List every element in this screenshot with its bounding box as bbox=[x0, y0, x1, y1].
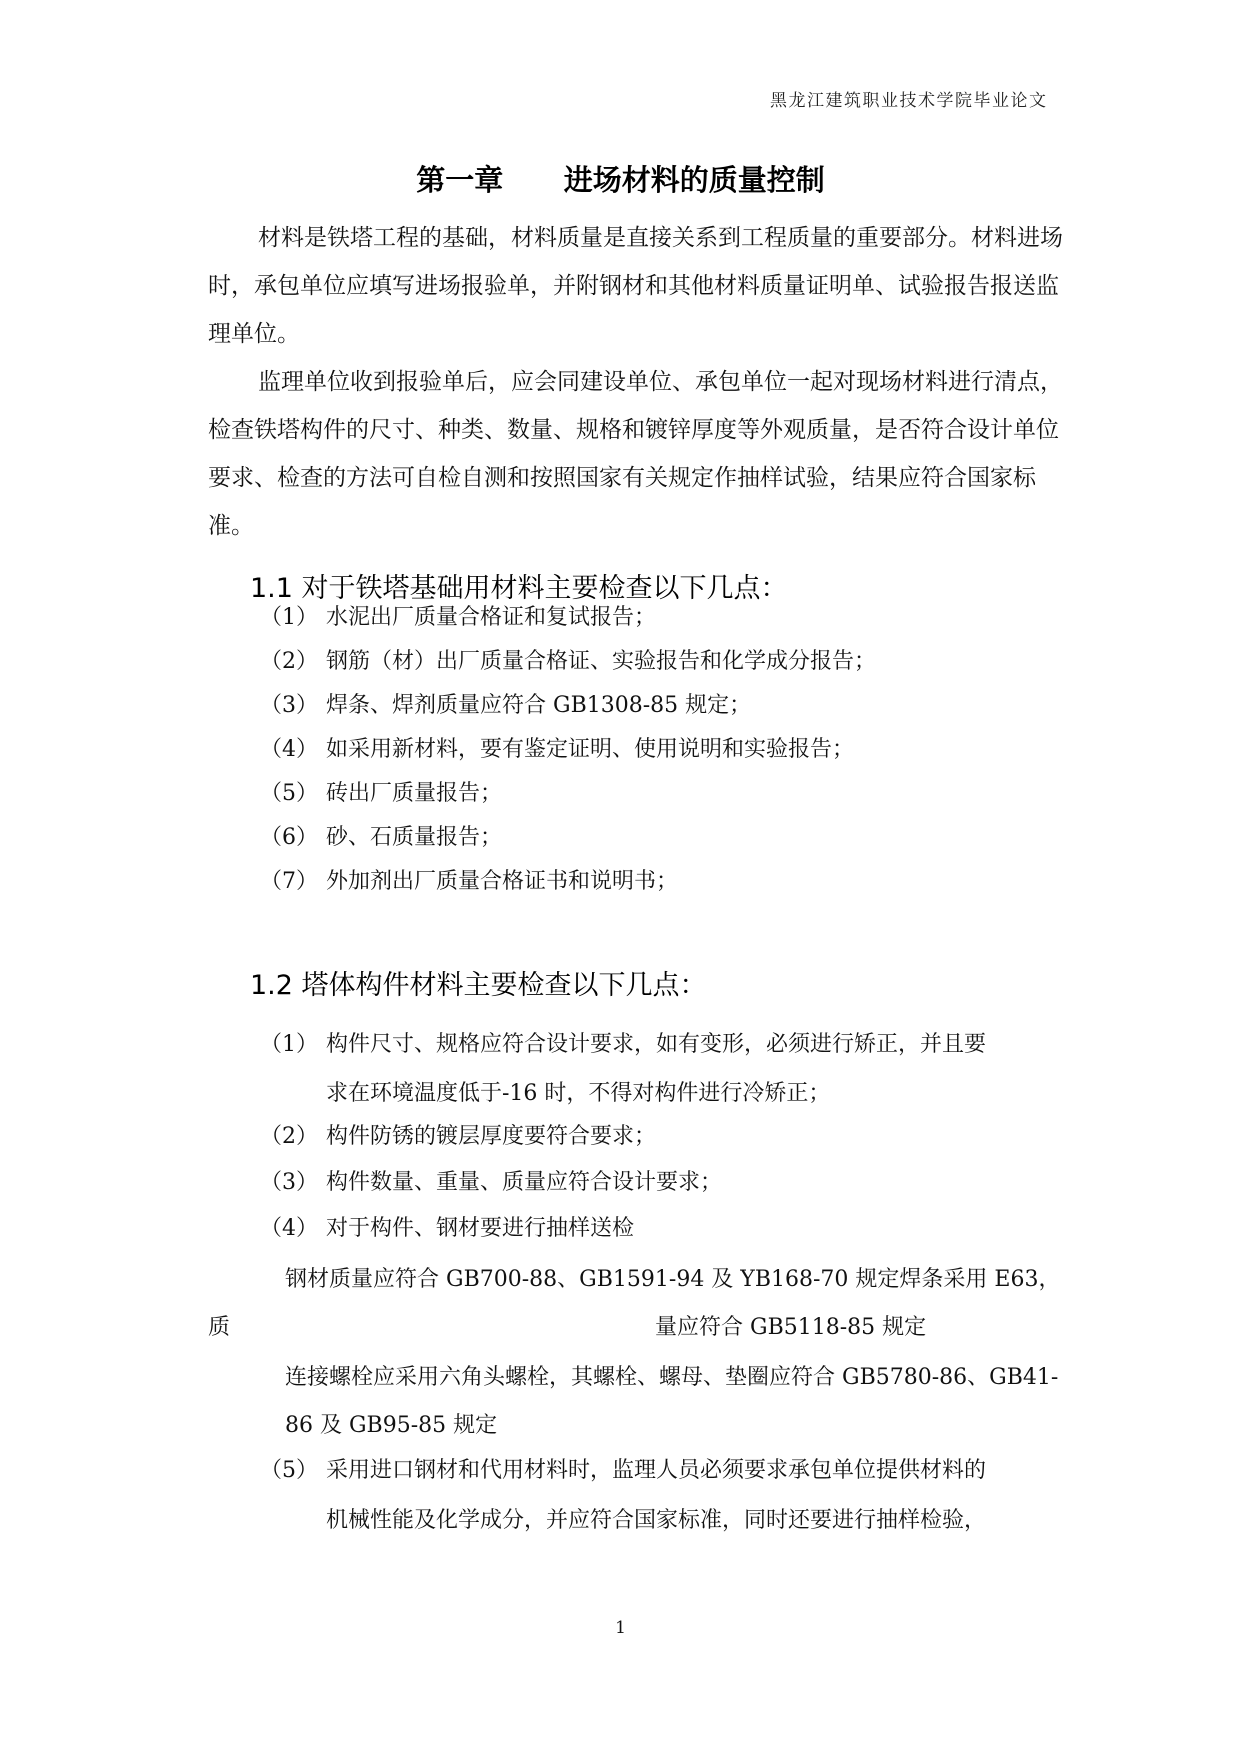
intro-paragraph-2: 监理单位收到报验单后，应会同建设单位、承包单位一起对现场材料进行清点，检查铁塔构件的尺寸、种类、数量、规格和镀锌厚度等外观质量，是否符合设计单位要求、检查的方法可自检自测和按照国家有关规定作抽样试验，结果应符合国家标准。 bbox=[208, 369, 1063, 539]
list-item: （3） 构件数量、重量、质量应符合设计要求； bbox=[260, 1170, 723, 1195]
bolt-standard-line: 连接螺栓应采用六角头螺栓，其螺栓、螺母、垫圈应符合 GB5780-86、GB41- bbox=[285, 1365, 1059, 1390]
list-item: （5） 采用进口钢材和代用材料时，监理人员必须要求承包单位提供材料的 bbox=[260, 1458, 987, 1483]
list-item-continuation: 求在环境温度低于-16 时，不得对构件进行冷矫正； bbox=[326, 1081, 831, 1106]
running-header: 黑龙江建筑职业技术学院毕业论文 bbox=[770, 91, 1048, 111]
steel-standard-line-end: 量应符合 GB5118-85 规定 bbox=[655, 1315, 927, 1340]
list-item: （1） 构件尺寸、规格应符合设计要求，如有变形，必须进行矫正，并且要 bbox=[260, 1032, 987, 1057]
list-item: （4） 如采用新材料，要有鉴定证明、使用说明和实验报告； bbox=[260, 737, 855, 762]
list-item: （2） 构件防锈的镀层厚度要符合要求； bbox=[260, 1124, 657, 1149]
page-number: 1 bbox=[615, 1618, 626, 1638]
steel-standard-line-start: 质 bbox=[208, 1315, 231, 1340]
chapter-number: 第一章 bbox=[416, 163, 504, 197]
chapter-name: 进场材料的质量控制 bbox=[563, 163, 825, 197]
list-item: （2） 钢筋（材）出厂质量合格证、实验报告和化学成分报告； bbox=[260, 649, 877, 674]
list-item: （6） 砂、石质量报告； bbox=[260, 825, 503, 850]
list-item: （3） 焊条、焊剂质量应符合 GB1308-85 规定； bbox=[260, 693, 752, 718]
list-item: （1） 水泥出厂质量合格证和复试报告； bbox=[260, 605, 657, 630]
chapter-title bbox=[0, 158, 1241, 199]
bolt-standard-line-end: 86 及 GB95-85 规定 bbox=[285, 1413, 498, 1438]
section-heading-1-1: 1.1 对于铁塔基础用材料主要检查以下几点： bbox=[250, 573, 788, 604]
intro-paragraph-1: 材料是铁塔工程的基础，材料质量是直接关系到工程质量的重要部分。材料进场时，承包单位应填写进场报验单，并附钢材和其他材料质量证明单、试验报告报送监理单位。 bbox=[208, 225, 1063, 347]
section-heading-1-2: 1.2 塔体构件材料主要检查以下几点： bbox=[250, 970, 707, 1001]
list-item: （5） 砖出厂质量报告； bbox=[260, 781, 503, 806]
list-item: （7） 外加剂出厂质量合格证书和说明书； bbox=[260, 869, 679, 894]
list-item: （4） 对于构件、钢材要进行抽样送检 bbox=[260, 1216, 635, 1241]
list-item-continuation: 机械性能及化学成分，并应符合国家标准，同时还要进行抽样检验， bbox=[326, 1508, 987, 1533]
steel-standard-line: 钢材质量应符合 GB700-88、GB1591-94 及 YB168-70 规定焊条采用 E63， bbox=[285, 1267, 1061, 1292]
